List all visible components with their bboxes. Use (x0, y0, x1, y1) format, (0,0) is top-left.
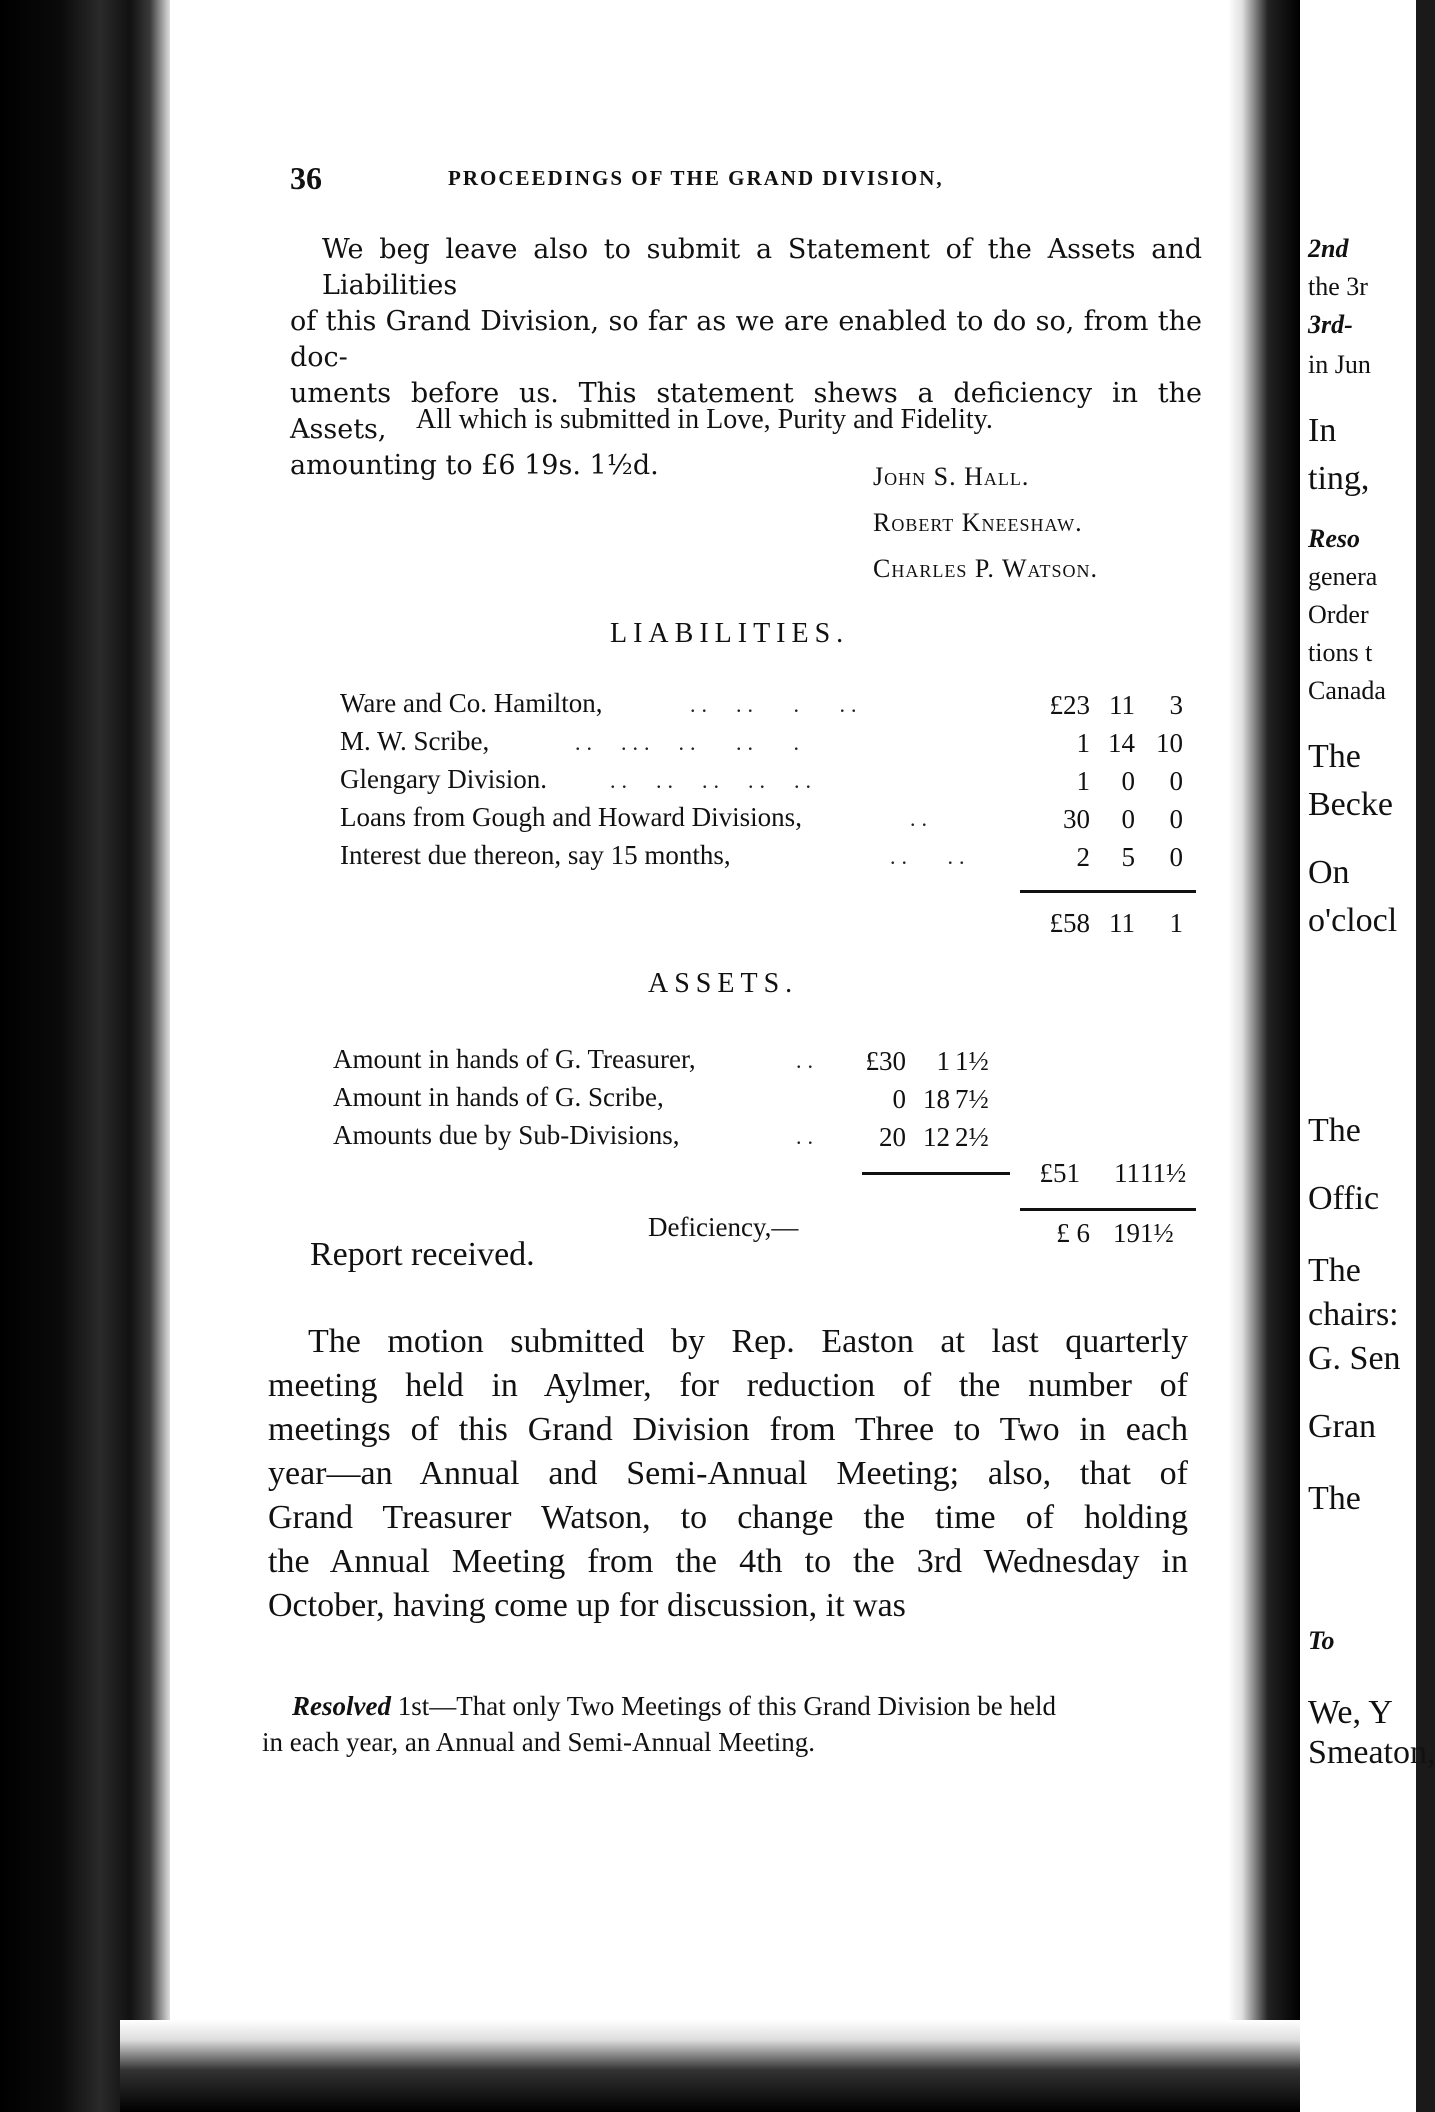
deficiency-pence: 1½ (1140, 1218, 1174, 1248)
asset-label: Amount in hands of G. Scribe, (333, 1082, 664, 1112)
asset-pounds: £30 (865, 1046, 906, 1076)
facing-fragment: Reso (1308, 524, 1360, 553)
liability-label: M. W. Scribe, (340, 726, 490, 756)
facing-fragment: To (1308, 1626, 1335, 1655)
liability-pounds: £23 (1049, 690, 1090, 720)
asset-shillings: 18 (923, 1084, 950, 1114)
motion-line: October, having come up for discussion, it was (268, 1587, 906, 1624)
asset-pence: 1½ (955, 1046, 989, 1076)
assets-total-rule (1020, 1208, 1196, 1211)
resolution-line-1 (262, 1688, 1182, 1724)
liability-pence: 10 (1156, 728, 1183, 758)
facing-fragment: Order (1308, 600, 1369, 629)
assets-total-shillings: 11 (1114, 1158, 1140, 1188)
asset-shillings: 12 (923, 1122, 950, 1152)
liability-shillings: 0 (1121, 766, 1135, 796)
facing-fragment: the 3r (1308, 272, 1368, 301)
facing-fragment: in Jun (1308, 350, 1371, 379)
resolution (262, 1688, 1182, 1760)
liability-shillings: 14 (1108, 728, 1135, 758)
signatory: John S. Hall. (873, 462, 1030, 491)
liability-label: Glengary Division. (340, 764, 547, 794)
intro-paragraph (290, 232, 1202, 484)
facing-fragment: 3rd- (1308, 310, 1353, 339)
asset-shillings: 1 (936, 1046, 950, 1076)
signatory: Robert Kneeshaw. (873, 508, 1083, 537)
motion-line: year—an Annual and Semi-Annual Meeting; also, that of (268, 1455, 1188, 1492)
liabilities-total-pounds: £58 (1049, 908, 1090, 938)
facing-fragment: G. Sen (1308, 1340, 1401, 1377)
deficiency-shillings: 19 (1113, 1218, 1140, 1248)
asset-pounds: 0 (892, 1084, 906, 1114)
liability-pounds: 1 (1076, 766, 1090, 796)
deficiency-pounds: £ 6 (1056, 1218, 1090, 1248)
assets-total-pence: 11½ (1140, 1158, 1187, 1188)
page-bottom-edge (120, 2020, 1300, 2112)
liability-pence: 0 (1169, 804, 1183, 834)
leader-dots: .. (796, 1124, 819, 1149)
liability-pounds: 2 (1076, 842, 1090, 872)
leader-dots: .. (910, 806, 933, 831)
liability-label: Ware and Co. Hamilton, (340, 688, 603, 718)
leader-dots: .. .. .. .. .. (610, 768, 817, 793)
running-head: PROCEEDINGS OF THE GRAND DIVISION, (448, 166, 944, 190)
assets-total-pounds: £51 (1039, 1158, 1080, 1188)
intro-line: amounting to £6 19s. 1½d. (290, 450, 659, 481)
liability-pence: 3 (1169, 690, 1183, 720)
liability-shillings: 11 (1109, 690, 1135, 720)
liability-pence: 0 (1169, 842, 1183, 872)
facing-fragment: On (1308, 854, 1350, 891)
intro-line: of this Grand Division, so far as we are enabled to do so, from the doc- (290, 306, 1202, 373)
asset-pounds: 20 (879, 1122, 906, 1152)
facing-fragment: The (1308, 738, 1361, 775)
page-header (290, 160, 1190, 197)
facing-fragment: The (1308, 1480, 1361, 1517)
liabilities-total-shillings: 11 (1109, 908, 1135, 938)
liabilities-total-rule (1020, 890, 1196, 893)
facing-fragment: Gran (1308, 1408, 1376, 1445)
asset-pence: 2½ (955, 1122, 989, 1152)
liabilities-title: LIABILITIES. (610, 618, 850, 649)
facing-fragment: genera (1308, 562, 1378, 591)
facing-fragment: Becke (1308, 786, 1393, 823)
facing-fragment: In (1308, 412, 1337, 449)
facing-page-fragment (1300, 0, 1435, 2112)
liabilities-total-pence: 1 (1169, 908, 1183, 938)
signatory: Charles P. Watson. (873, 554, 1099, 583)
motion-line: the Annual Meeting from the 4th to the 3rd Wednesday in (268, 1543, 1188, 1580)
leader-dots: .. (796, 1048, 819, 1073)
liability-shillings: 5 (1121, 842, 1135, 872)
assets-subtotal-rule (862, 1172, 1010, 1175)
asset-pence: 7½ (955, 1084, 989, 1114)
facing-fragment: tions t (1308, 638, 1373, 667)
closing-line: All which is submitted in Love, Purity and Fidelity. (416, 404, 993, 435)
asset-label: Amounts due by Sub-Divisions, (333, 1120, 680, 1150)
resolution-line-2: in each year, an Annual and Semi-Annual Meeting. (262, 1727, 815, 1757)
intro-line: We beg leave also to submit a Statement of the Assets and Liabilities (322, 234, 1202, 301)
page-number: 36 (290, 160, 322, 196)
assets-title: ASSETS. (648, 968, 799, 999)
spine-shadow (1228, 0, 1300, 2112)
facing-fragment: Smeaton, (1308, 1734, 1435, 1771)
facing-fragment: o'clocl (1308, 902, 1398, 939)
intro-line: uments before us. This statement shews a deficiency in the Assets, (290, 378, 1202, 445)
report-received: Report received. (310, 1236, 535, 1273)
motion-line: meeting held in Aylmer, for reduction of the number of (268, 1367, 1188, 1404)
facing-fragment: Offic (1308, 1180, 1380, 1217)
motion-line: meetings of this Grand Division from Three to Two in each (268, 1411, 1188, 1448)
liability-label: Loans from Gough and Howard Divisions, (340, 802, 802, 832)
liability-label: Interest due thereon, say 15 months, (340, 840, 731, 870)
motion-paragraph (268, 1320, 1188, 1628)
facing-fragment: We, Y (1308, 1694, 1393, 1731)
liability-pounds: 30 (1063, 804, 1090, 834)
liability-pence: 0 (1169, 766, 1183, 796)
facing-fragment: The (1308, 1112, 1361, 1149)
resolution-text-1: 1st—That only Two Meetings of this Grand Division be held (390, 1691, 1057, 1721)
liability-pounds: 1 (1076, 728, 1090, 758)
leader-dots: .. ... .. .. . (575, 730, 805, 755)
book-binding-gutter (0, 0, 170, 2112)
facing-fragment: ting, (1308, 460, 1370, 497)
facing-fragment: Canada (1308, 676, 1386, 705)
deficiency-label: Deficiency,— (648, 1212, 799, 1242)
facing-fragment: 2nd (1308, 234, 1349, 263)
motion-line: The motion submitted by Rep. Easton at last quarterly (308, 1323, 1188, 1360)
leader-dots: .. .. (890, 844, 971, 869)
asset-label: Amount in hands of G. Treasurer, (333, 1044, 696, 1074)
facing-fragment: chairs: (1308, 1296, 1399, 1333)
resolved-lead: Resolved (292, 1691, 391, 1721)
leader-dots: .. .. . .. (690, 692, 863, 717)
liability-shillings: 0 (1121, 804, 1135, 834)
motion-line: Grand Treasurer Watson, to change the time of holding (268, 1499, 1188, 1536)
facing-fragment: The (1308, 1252, 1361, 1289)
